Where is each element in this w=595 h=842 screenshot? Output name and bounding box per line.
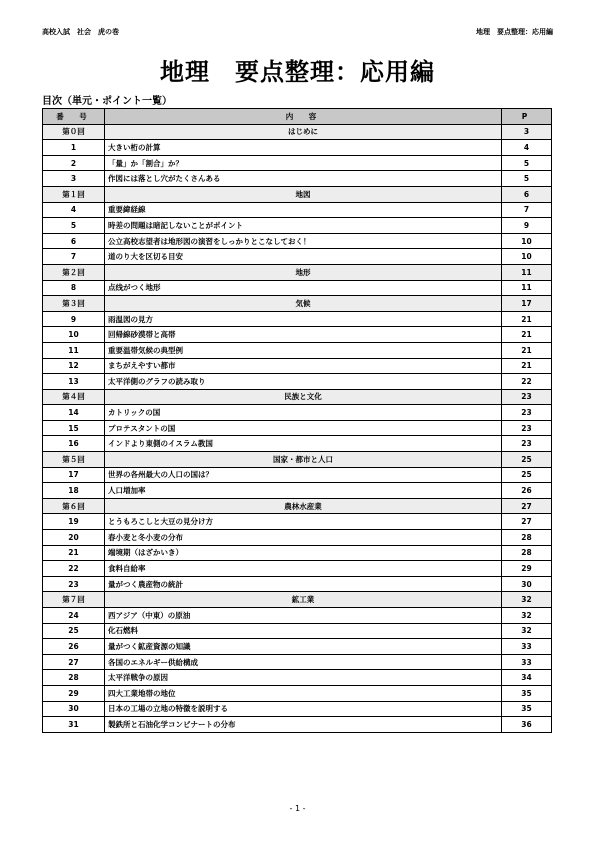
toc-chapter-row	[43, 452, 552, 468]
toc-title-cell: 太平洋側のグラフの読み取り	[105, 374, 502, 390]
toc-chapter-row	[43, 124, 552, 140]
toc-page-cell: 5	[502, 155, 552, 171]
toc-number-cell: 20	[43, 530, 105, 546]
toc-number-cell: 9	[43, 311, 105, 327]
toc-number-cell: 31	[43, 717, 105, 733]
toc-page-cell: 17	[502, 296, 552, 312]
toc-number-cell: 7	[43, 249, 105, 265]
toc-item-row	[43, 623, 552, 639]
toc-item-row	[43, 654, 552, 670]
column-header-page: P	[502, 109, 552, 125]
toc-table	[42, 108, 552, 733]
toc-page-cell: 32	[502, 608, 552, 624]
toc-number-cell: 2	[43, 155, 105, 171]
toc-title-cell: 農林水産業	[105, 498, 502, 514]
toc-page-cell: 35	[502, 685, 552, 701]
header-left: 高校入試 社会 虎の巻	[42, 28, 119, 36]
toc-item-row	[43, 670, 552, 686]
toc-item-row	[43, 249, 552, 265]
toc-title-cell: 重要緯経線	[105, 202, 502, 218]
toc-number-cell: 第４回	[43, 389, 105, 405]
toc-page-cell: 27	[502, 514, 552, 530]
toc-page-cell: 33	[502, 654, 552, 670]
toc-page-cell: 23	[502, 420, 552, 436]
toc-title-cell: 世界の各州最大の人口の国は？	[105, 467, 502, 483]
toc-header-row	[43, 109, 552, 125]
toc-page-cell: 26	[502, 483, 552, 499]
toc-page-cell: 10	[502, 233, 552, 249]
toc-title-cell: 端境期（はざかいき）	[105, 545, 502, 561]
toc-page-cell: 27	[502, 498, 552, 514]
toc-item-row	[43, 545, 552, 561]
toc-chapter-row	[43, 389, 552, 405]
toc-number-cell: 第６回	[43, 498, 105, 514]
toc-number-cell: 30	[43, 701, 105, 717]
toc-number-cell: 第５回	[43, 452, 105, 468]
toc-item-row	[43, 483, 552, 499]
toc-number-cell: 第３回	[43, 296, 105, 312]
toc-title-cell: 製鉄所と石油化学コンビナートの分布	[105, 717, 502, 733]
column-header-content: 内 容	[105, 109, 502, 125]
toc-title-cell: 公立高校志望者は地形図の演習をしっかりとこなしておく！	[105, 233, 502, 249]
toc-page-cell: 32	[502, 623, 552, 639]
toc-title-cell: 道のり大を区切る目安	[105, 249, 502, 265]
toc-page-cell: 36	[502, 717, 552, 733]
toc-item-row	[43, 467, 552, 483]
page-number: - 1 -	[289, 804, 306, 813]
toc-title-cell: 日本の工場の立地の特徴を説明する	[105, 701, 502, 717]
toc-item-row	[43, 374, 552, 390]
toc-page-cell: 21	[502, 358, 552, 374]
header-right: 地理 要点整理：応用編	[476, 28, 553, 36]
toc-number-cell: 3	[43, 171, 105, 187]
toc-item-row	[43, 717, 552, 733]
toc-item-row	[43, 639, 552, 655]
toc-caption: 目次（単元・ポイント一覧）	[42, 96, 172, 107]
toc-title-cell: 化石燃料	[105, 623, 502, 639]
toc-item-row	[43, 342, 552, 358]
toc-number-cell: 5	[43, 218, 105, 234]
toc-page-cell: 23	[502, 405, 552, 421]
toc-title-cell: 地図	[105, 186, 502, 202]
toc-title-cell: 人口増加率	[105, 483, 502, 499]
toc-item-row	[43, 155, 552, 171]
toc-item-row	[43, 685, 552, 701]
toc-number-cell: 4	[43, 202, 105, 218]
toc-page-cell: 3	[502, 124, 552, 140]
toc-number-cell: 28	[43, 670, 105, 686]
toc-item-row	[43, 311, 552, 327]
toc-number-cell: 12	[43, 358, 105, 374]
toc-page-cell: 25	[502, 467, 552, 483]
toc-number-cell: 17	[43, 467, 105, 483]
toc-page-cell: 25	[502, 452, 552, 468]
toc-title-cell: プロテスタントの国	[105, 420, 502, 436]
toc-number-cell: 16	[43, 436, 105, 452]
toc-title-cell: 量がつく農産物の統計	[105, 576, 502, 592]
toc-chapter-row	[43, 296, 552, 312]
toc-item-row	[43, 420, 552, 436]
toc-page-cell: 21	[502, 327, 552, 343]
toc-number-cell: 6	[43, 233, 105, 249]
toc-page-cell: 32	[502, 592, 552, 608]
toc-title-cell: 気候	[105, 296, 502, 312]
toc-page-cell: 11	[502, 280, 552, 296]
toc-page-cell: 21	[502, 342, 552, 358]
toc-title-cell: 国家・都市と人口	[105, 452, 502, 468]
toc-title-cell: 食料自給率	[105, 561, 502, 577]
toc-number-cell: 29	[43, 685, 105, 701]
toc-title-cell: とうもろこしと大豆の見分け方	[105, 514, 502, 530]
toc-body	[43, 124, 552, 732]
toc-title-cell: 地形	[105, 264, 502, 280]
toc-chapter-row	[43, 264, 552, 280]
toc-title-cell: はじめに	[105, 124, 502, 140]
toc-number-cell: 8	[43, 280, 105, 296]
toc-number-cell: 24	[43, 608, 105, 624]
toc-page-cell: 29	[502, 561, 552, 577]
toc-page-cell: 23	[502, 389, 552, 405]
toc-title-cell: 作図には落とし穴がたくさんある	[105, 171, 502, 187]
toc-item-row	[43, 701, 552, 717]
toc-item-row	[43, 327, 552, 343]
toc-title-cell: 鉱工業	[105, 592, 502, 608]
toc-item-row	[43, 280, 552, 296]
toc-title-cell: 民族と文化	[105, 389, 502, 405]
toc-number-cell: 14	[43, 405, 105, 421]
toc-number-cell: 第７回	[43, 592, 105, 608]
toc-number-cell: 13	[43, 374, 105, 390]
toc-page-cell: 7	[502, 202, 552, 218]
toc-number-cell: 第１回	[43, 186, 105, 202]
toc-title-cell: 四大工業地帯の地位	[105, 685, 502, 701]
toc-title-cell: 「量」か「割合」か？	[105, 155, 502, 171]
toc-page-cell: 6	[502, 186, 552, 202]
toc-item-row	[43, 358, 552, 374]
toc-item-row	[43, 436, 552, 452]
toc-chapter-row	[43, 592, 552, 608]
toc-title-cell: 春小麦と冬小麦の分布	[105, 530, 502, 546]
toc-title-cell: 量がつく鉱産資源の知識	[105, 639, 502, 655]
toc-page-cell: 23	[502, 436, 552, 452]
toc-page-cell: 33	[502, 639, 552, 655]
toc-number-cell: 19	[43, 514, 105, 530]
toc-item-row	[43, 140, 552, 156]
toc-number-cell: 11	[43, 342, 105, 358]
toc-page-cell: 21	[502, 311, 552, 327]
toc-number-cell: 21	[43, 545, 105, 561]
toc-item-row	[43, 218, 552, 234]
toc-number-cell: 第０回	[43, 124, 105, 140]
toc-title-cell: 大きい桁の計算	[105, 140, 502, 156]
toc-number-cell: 10	[43, 327, 105, 343]
toc-title-cell: 太平洋戦争の原因	[105, 670, 502, 686]
toc-title-cell: インドより東側のイスラム教国	[105, 436, 502, 452]
toc-page-cell: 10	[502, 249, 552, 265]
toc-title-cell: 雨温図の見方	[105, 311, 502, 327]
toc-page-cell: 28	[502, 545, 552, 561]
toc-item-row	[43, 233, 552, 249]
toc-page-cell: 5	[502, 171, 552, 187]
toc-number-cell: 18	[43, 483, 105, 499]
toc-page-cell: 30	[502, 576, 552, 592]
toc-page-cell: 35	[502, 701, 552, 717]
toc-page-cell: 11	[502, 264, 552, 280]
toc-page-cell: 28	[502, 530, 552, 546]
toc-title-cell: まちがえやすい都市	[105, 358, 502, 374]
toc-title-cell: 時差の問題は暗記しないことがポイント	[105, 218, 502, 234]
toc-item-row	[43, 530, 552, 546]
toc-item-row	[43, 171, 552, 187]
toc-number-cell: 第２回	[43, 264, 105, 280]
toc-item-row	[43, 405, 552, 421]
toc-number-cell: 25	[43, 623, 105, 639]
toc-chapter-row	[43, 186, 552, 202]
toc-item-row	[43, 561, 552, 577]
toc-number-cell: 22	[43, 561, 105, 577]
toc-title-cell: 各国のエネルギー供給構成	[105, 654, 502, 670]
toc-number-cell: 1	[43, 140, 105, 156]
toc-page-cell: 9	[502, 218, 552, 234]
toc-chapter-row	[43, 498, 552, 514]
toc-page-cell: 34	[502, 670, 552, 686]
toc-page-cell: 4	[502, 140, 552, 156]
page-title: 地理 要点整理：応用編	[160, 58, 435, 86]
column-header-num: 番 号	[43, 109, 105, 125]
toc-number-cell: 27	[43, 654, 105, 670]
toc-title-cell: 回帰線砂漠帯と高帯	[105, 327, 502, 343]
toc-item-row	[43, 514, 552, 530]
toc-page-cell: 22	[502, 374, 552, 390]
toc-item-row	[43, 576, 552, 592]
toc-number-cell: 26	[43, 639, 105, 655]
toc-title-cell: カトリックの国	[105, 405, 502, 421]
toc-item-row	[43, 202, 552, 218]
toc-title-cell: 重要温帯気候の典型例	[105, 342, 502, 358]
toc-title-cell: 点线がつく地形	[105, 280, 502, 296]
toc-title-cell: 西アジア（中東）の原油	[105, 608, 502, 624]
toc-number-cell: 15	[43, 420, 105, 436]
toc-number-cell: 23	[43, 576, 105, 592]
toc-item-row	[43, 608, 552, 624]
